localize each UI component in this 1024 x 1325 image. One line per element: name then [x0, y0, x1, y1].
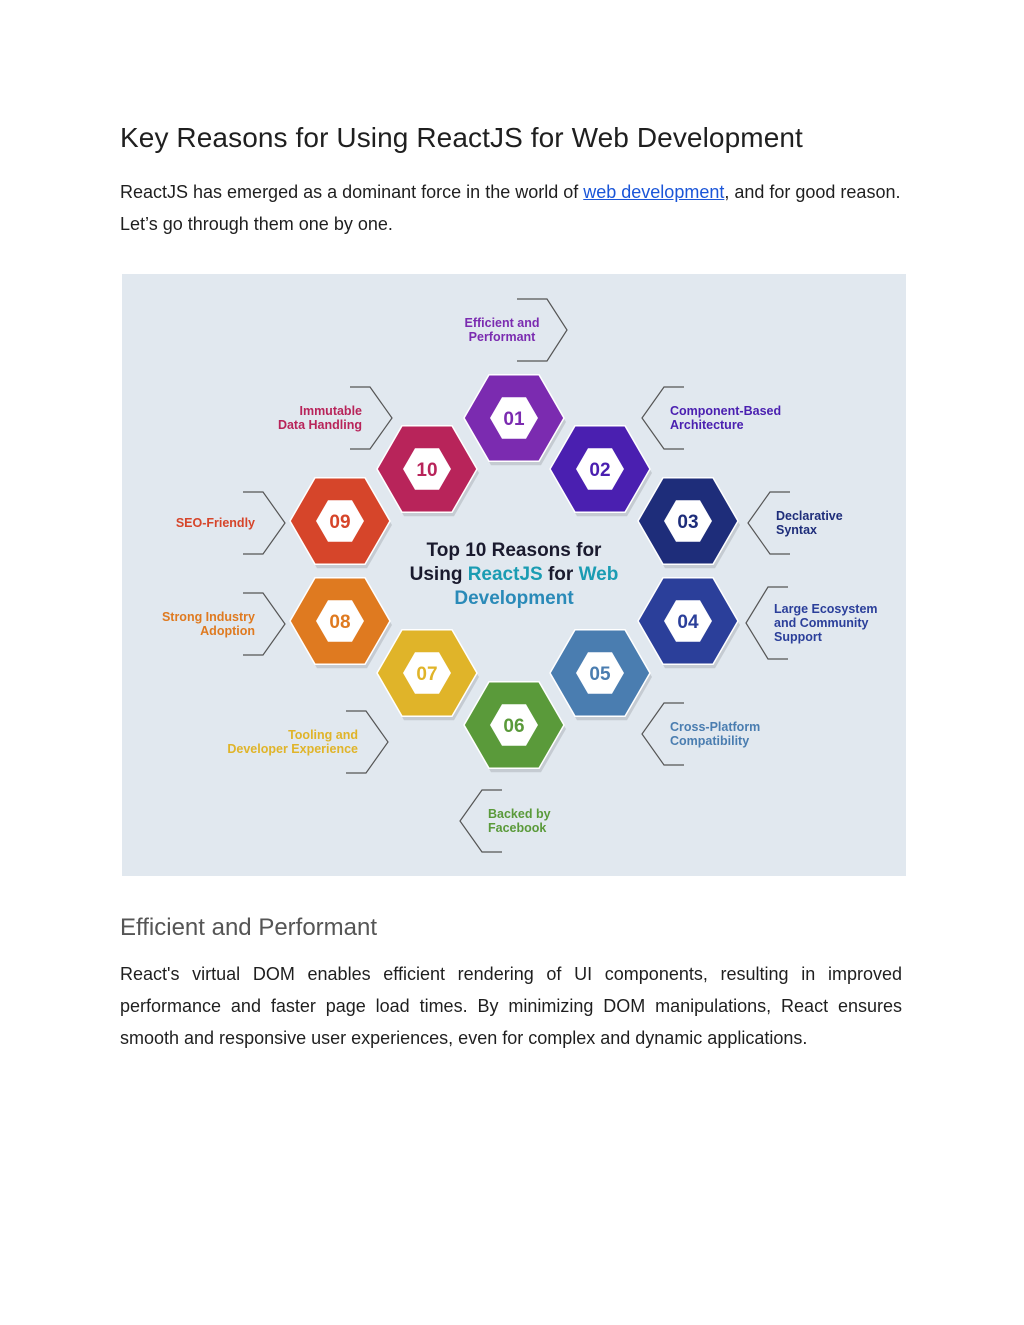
reason-label-line: Efficient and: [464, 316, 540, 330]
reason-label-line: Adoption: [200, 624, 255, 638]
section-heading: Efficient and Performant: [120, 914, 378, 941]
reason-label-line: Developer Experience: [227, 742, 358, 756]
reason-label-10: [278, 387, 392, 449]
section-body: React's virtual DOM enables efficient rendering of UI components, resulting in improved performance and faster page load times. By minimizing DOM manipulations, React ensures smooth and responsive user experiences, even for complex and dynamic applications.: [120, 964, 902, 1048]
page-title: Key Reasons for Using ReactJS for Web Development: [120, 122, 803, 153]
center-title-reactjs: ReactJS: [467, 564, 543, 585]
reason-label-01: [464, 299, 567, 361]
intro-text-before-link: ReactJS has emerged as a dominant force in the world of: [120, 182, 584, 202]
hexagon-number: 09: [329, 512, 351, 533]
hexagon-number: 08: [329, 612, 351, 633]
infographic-canvas: [122, 274, 906, 876]
hexagon-01: [464, 375, 566, 466]
hexagon-number: 10: [416, 460, 438, 481]
reason-label-line: Compatibility: [670, 734, 750, 748]
reason-label-line: Component-Based: [670, 404, 782, 418]
reason-label-06: [460, 790, 551, 852]
center-title: [410, 540, 619, 609]
reason-label-line: Backed by: [488, 807, 551, 821]
reason-label-line: Declarative: [776, 509, 843, 523]
reason-label-line: Tooling and: [288, 728, 358, 742]
reason-label-line: Support: [774, 630, 822, 644]
hexagon-number: 06: [503, 716, 525, 737]
reason-label-09: [176, 492, 285, 554]
reason-label-02: [642, 387, 781, 449]
reason-label-04: [746, 587, 878, 659]
center-title-for: for: [542, 564, 579, 585]
reason-label-05: [642, 703, 760, 765]
center-title-line-3: Development: [454, 588, 574, 609]
center-title-using: Using: [409, 564, 468, 585]
reason-label-07: [227, 711, 388, 773]
reason-label-line: Immutable: [299, 404, 362, 418]
hexagon-06: [464, 682, 566, 773]
reason-label-line: Syntax: [776, 523, 817, 537]
hexagon-03: [638, 478, 740, 569]
reason-label-line: and Community: [774, 616, 869, 630]
hexagon-02: [550, 426, 652, 517]
hexagon-04: [638, 578, 740, 669]
hexagon-number: 02: [589, 460, 611, 481]
center-title-web: Web: [578, 564, 619, 585]
reason-label-line: Large Ecosystem: [774, 602, 878, 616]
hexagon-08: [290, 578, 392, 669]
hexagon-05: [550, 630, 652, 721]
reason-label-line: Performant: [468, 330, 536, 344]
hexagon-09: [290, 478, 392, 569]
reason-label-line: Strong Industry: [161, 610, 255, 624]
reason-label-line: Architecture: [670, 418, 744, 432]
hexagon-number: 04: [677, 612, 699, 633]
hexagon-10: [377, 426, 479, 517]
reason-label-line: SEO-Friendly: [175, 516, 255, 530]
reason-label-line: Data Handling: [277, 418, 362, 432]
reason-label-line: Facebook: [488, 821, 547, 835]
hexagon-number: 03: [677, 512, 699, 533]
web-development-link[interactable]: web development: [583, 182, 725, 202]
reasons-infographic: [122, 274, 906, 876]
intro-paragraph: [120, 176, 902, 240]
reason-label-line: Cross-Platform: [670, 720, 761, 734]
center-title-line-2: [410, 564, 619, 585]
hexagon-number: 05: [589, 664, 611, 685]
reason-label-03: [748, 492, 843, 554]
center-title-line-1: Top 10 Reasons for: [426, 540, 602, 561]
hexagon-number: 07: [416, 664, 438, 685]
intro-text-after-link: , and for good reason. Let’s go through them one by one.: [120, 182, 901, 234]
hexagon-number: 01: [503, 409, 525, 430]
hexagon-07: [377, 630, 479, 721]
reason-label-08: [162, 593, 285, 655]
